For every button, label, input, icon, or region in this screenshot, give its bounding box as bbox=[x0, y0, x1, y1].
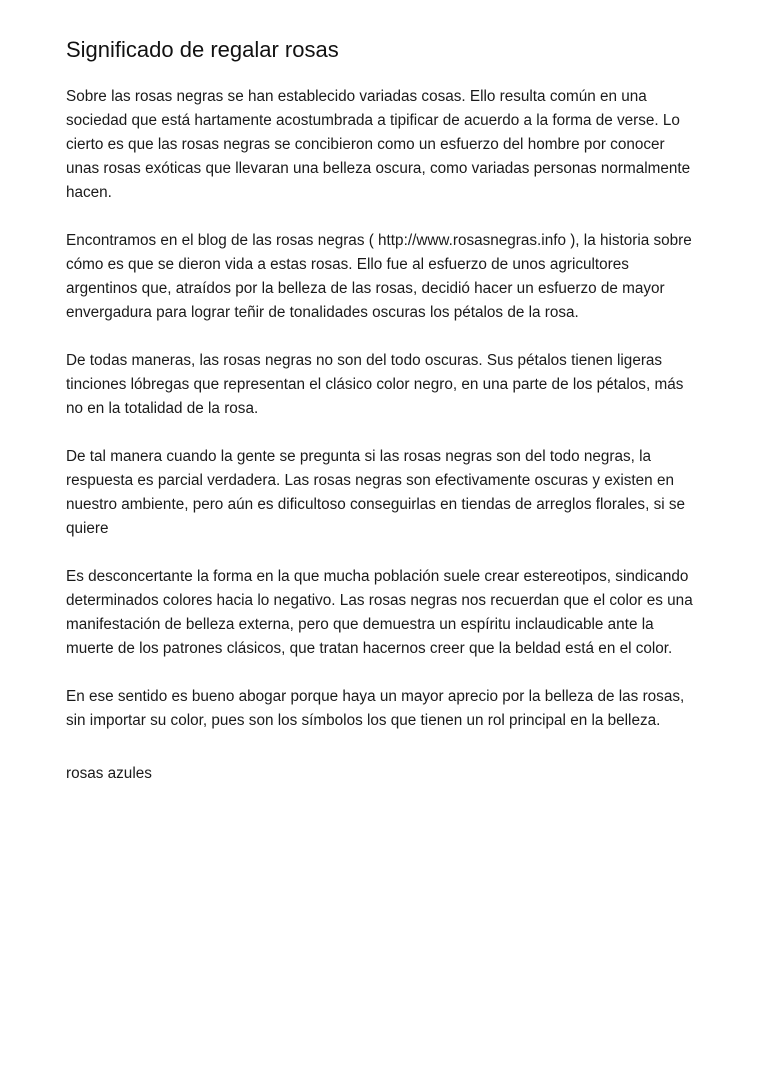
document-title: Significado de regalar rosas bbox=[66, 37, 339, 62]
paragraph-2: Encontramos en el blog de las rosas negras ( http://www.rosasnegras.info ), la historia sobre cómo es que se dieron vida a estas rosas. Ello fue al esfuerzo de unos agricultores argentinos que, atraídos por la belleza de las rosas, decidió hacer un esfuerzo de mayor envergadura para lograr teñir de tonalidades oscuras los pétalos de la rosa. bbox=[66, 232, 692, 321]
paragraph-5: Es desconcertante la forma en la que mucha población suele crear estereotipos, sindicando determinados colores hacia lo negativo. Las rosas negras nos recuerdan que el color es una manifestación de belleza externa, pero que demuestra un espíritu inclaudicable ante la muerte de los patrones clásicos, que tratan hacernos creer que la beldad está en el color. bbox=[66, 568, 693, 657]
footer-link-rosas-azules[interactable]: rosas azules bbox=[66, 765, 152, 782]
document-page bbox=[66, 36, 706, 782]
paragraph-1: Sobre las rosas negras se han establecido variadas cosas. Ello resulta común en una sociedad que está hartamente acostumbrada a tipificar de acuerdo a la forma de verse. Lo cierto es que las rosas negras se concibieron como un esfuerzo del hombre por conocer unas rosas exóticas que llevaran una belleza oscura, como variadas personas normalmente hacen. bbox=[66, 88, 691, 201]
paragraph-4: De tal manera cuando la gente se pregunta si las rosas negras son del todo negras, la respuesta es parcial verdadera. Las rosas negras son efectivamente oscuras y existen en nuestro ambiente, pero aún es dificultoso conseguirlas en tiendas de arreglos florales, si se quiere bbox=[66, 448, 686, 537]
paragraph-6: En ese sentido es bueno abogar porque haya un mayor aprecio por la belleza de las rosas, sin importar su color, pues son los símbolos los que tienen un rol principal en la belleza. bbox=[66, 688, 685, 729]
paragraph-3: De todas maneras, las rosas negras no son del todo oscuras. Sus pétalos tienen ligeras tinciones lóbregas que representan el clásico color negro, en una parte de los pétalos, más no en la totalidad de la rosa. bbox=[66, 352, 684, 417]
